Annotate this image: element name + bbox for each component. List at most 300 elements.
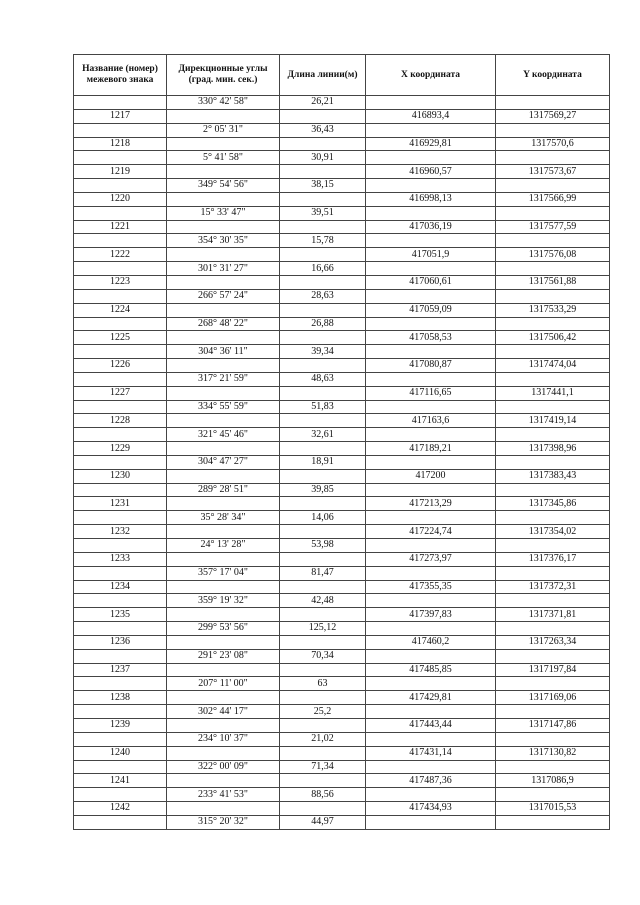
point-name-cell: 1238 [74, 691, 167, 705]
point-name-cell [74, 206, 167, 220]
y-coordinate-cell: 1317147,86 [496, 718, 610, 732]
y-coordinate-cell [496, 372, 610, 386]
y-coordinate-cell: 1317533,29 [496, 303, 610, 317]
point-name-cell [74, 566, 167, 580]
point-name-cell: 1227 [74, 386, 167, 400]
x-coordinate-cell [366, 345, 496, 359]
y-coordinate-cell [496, 234, 610, 248]
line-length-cell: 26,21 [280, 96, 366, 110]
line-length-cell [280, 802, 366, 816]
point-name-cell [74, 428, 167, 442]
line-length-cell: 125,12 [280, 622, 366, 636]
point-name-cell [74, 705, 167, 719]
x-coordinate-cell [366, 317, 496, 331]
line-length-cell [280, 718, 366, 732]
direction-angle-cell [167, 663, 280, 677]
line-length-cell: 81,47 [280, 566, 366, 580]
direction-angle-cell: 268° 48' 22" [167, 317, 280, 331]
x-coordinate-cell: 417163,6 [366, 414, 496, 428]
point-name-cell: 1225 [74, 331, 167, 345]
direction-angle-cell: 301° 31' 27" [167, 262, 280, 276]
x-coordinate-cell: 417460,2 [366, 635, 496, 649]
y-coordinate-cell [496, 622, 610, 636]
line-length-cell [280, 109, 366, 123]
segment-row [74, 539, 610, 553]
direction-angle-cell [167, 414, 280, 428]
point-row [74, 275, 610, 289]
x-coordinate-cell [366, 96, 496, 110]
point-name-cell: 1217 [74, 109, 167, 123]
point-name-cell [74, 788, 167, 802]
point-row [74, 525, 610, 539]
point-row [74, 386, 610, 400]
y-coordinate-cell [496, 760, 610, 774]
point-name-cell: 1220 [74, 192, 167, 206]
direction-angle-cell [167, 525, 280, 539]
direction-angle-cell [167, 192, 280, 206]
point-row [74, 608, 610, 622]
direction-angle-cell [167, 386, 280, 400]
y-coordinate-cell [496, 151, 610, 165]
direction-angle-cell: 304° 47' 27" [167, 455, 280, 469]
line-length-cell: 38,15 [280, 179, 366, 193]
x-coordinate-cell: 417273,97 [366, 552, 496, 566]
point-name-cell [74, 400, 167, 414]
x-coordinate-cell [366, 815, 496, 829]
y-coordinate-cell [496, 206, 610, 220]
table-body [74, 96, 610, 830]
header-point-name: Название (номер) межевого знака [74, 55, 167, 96]
y-coordinate-cell [496, 649, 610, 663]
line-length-cell: 71,34 [280, 760, 366, 774]
direction-angle-cell: 330° 42' 58" [167, 96, 280, 110]
x-coordinate-cell: 417434,93 [366, 802, 496, 816]
x-coordinate-cell: 417080,87 [366, 359, 496, 373]
segment-row [74, 400, 610, 414]
point-name-cell: 1219 [74, 165, 167, 179]
direction-angle-cell [167, 275, 280, 289]
point-name-cell: 1233 [74, 552, 167, 566]
direction-angle-cell: 2° 05' 31" [167, 123, 280, 137]
y-coordinate-cell: 1317398,96 [496, 442, 610, 456]
y-coordinate-cell: 1317263,34 [496, 635, 610, 649]
y-coordinate-cell [496, 815, 610, 829]
y-coordinate-cell [496, 317, 610, 331]
direction-angle-cell: 15° 33' 47" [167, 206, 280, 220]
segment-row [74, 705, 610, 719]
point-name-cell [74, 289, 167, 303]
line-length-cell [280, 552, 366, 566]
segment-row [74, 483, 610, 497]
y-coordinate-cell: 1317474,04 [496, 359, 610, 373]
point-row [74, 442, 610, 456]
y-coordinate-cell [496, 289, 610, 303]
direction-angle-cell: 302° 44' 17" [167, 705, 280, 719]
y-coordinate-cell: 1317197,84 [496, 663, 610, 677]
point-name-cell: 1228 [74, 414, 167, 428]
point-row [74, 331, 610, 345]
point-name-cell: 1237 [74, 663, 167, 677]
x-coordinate-cell: 417429,81 [366, 691, 496, 705]
point-name-cell [74, 96, 167, 110]
direction-angle-cell: 322° 00' 09" [167, 760, 280, 774]
direction-angle-cell: 359° 19' 32" [167, 594, 280, 608]
x-coordinate-cell: 417213,29 [366, 497, 496, 511]
y-coordinate-cell [496, 732, 610, 746]
segment-row [74, 428, 610, 442]
x-coordinate-cell [366, 179, 496, 193]
segment-row [74, 815, 610, 829]
direction-angle-cell: 354° 30' 35" [167, 234, 280, 248]
x-coordinate-cell [366, 539, 496, 553]
direction-angle-cell [167, 248, 280, 262]
point-row [74, 552, 610, 566]
header-x-coordinate: X координата [366, 55, 496, 96]
y-coordinate-cell [496, 594, 610, 608]
point-name-cell: 1218 [74, 137, 167, 151]
segment-row [74, 622, 610, 636]
x-coordinate-cell: 417036,19 [366, 220, 496, 234]
y-coordinate-cell: 1317169,06 [496, 691, 610, 705]
point-name-cell: 1230 [74, 469, 167, 483]
point-name-cell [74, 677, 167, 691]
line-length-cell [280, 137, 366, 151]
point-name-cell: 1221 [74, 220, 167, 234]
y-coordinate-cell [496, 123, 610, 137]
y-coordinate-cell [496, 96, 610, 110]
segment-row [74, 317, 610, 331]
line-length-cell [280, 414, 366, 428]
direction-angle-cell [167, 552, 280, 566]
direction-angle-cell: 35° 28' 34" [167, 511, 280, 525]
point-name-cell [74, 262, 167, 276]
y-coordinate-cell: 1317419,14 [496, 414, 610, 428]
segment-row [74, 123, 610, 137]
point-row [74, 635, 610, 649]
y-coordinate-cell: 1317015,53 [496, 802, 610, 816]
point-name-cell: 1231 [74, 497, 167, 511]
x-coordinate-cell: 417355,35 [366, 580, 496, 594]
line-length-cell [280, 165, 366, 179]
point-name-cell: 1234 [74, 580, 167, 594]
x-coordinate-cell: 417397,83 [366, 608, 496, 622]
direction-angle-cell: 349° 54' 56" [167, 179, 280, 193]
x-coordinate-cell [366, 622, 496, 636]
direction-angle-cell [167, 442, 280, 456]
segment-row [74, 96, 610, 110]
y-coordinate-cell [496, 400, 610, 414]
direction-angle-cell: 5° 41' 58" [167, 151, 280, 165]
line-length-cell: 70,34 [280, 649, 366, 663]
point-name-cell: 1232 [74, 525, 167, 539]
point-row [74, 303, 610, 317]
y-coordinate-cell: 1317130,82 [496, 746, 610, 760]
point-name-cell [74, 649, 167, 663]
point-row [74, 802, 610, 816]
line-length-cell [280, 248, 366, 262]
line-length-cell [280, 386, 366, 400]
segment-row [74, 151, 610, 165]
line-length-cell: 39,34 [280, 345, 366, 359]
segment-row [74, 234, 610, 248]
line-length-cell: 15,78 [280, 234, 366, 248]
x-coordinate-cell [366, 151, 496, 165]
direction-angle-cell [167, 746, 280, 760]
x-coordinate-cell [366, 594, 496, 608]
y-coordinate-cell [496, 511, 610, 525]
y-coordinate-cell [496, 428, 610, 442]
y-coordinate-cell [496, 566, 610, 580]
direction-angle-cell [167, 137, 280, 151]
segment-row [74, 649, 610, 663]
point-name-cell [74, 539, 167, 553]
line-length-cell [280, 746, 366, 760]
line-length-cell: 25,2 [280, 705, 366, 719]
header-y-coordinate: Y координата [496, 55, 610, 96]
line-length-cell [280, 220, 366, 234]
y-coordinate-cell [496, 483, 610, 497]
segment-row [74, 566, 610, 580]
x-coordinate-cell [366, 677, 496, 691]
direction-angle-cell [167, 303, 280, 317]
x-coordinate-cell [366, 760, 496, 774]
segment-row [74, 732, 610, 746]
direction-angle-cell: 289° 28' 51" [167, 483, 280, 497]
line-length-cell: 44,97 [280, 815, 366, 829]
direction-angle-cell [167, 165, 280, 179]
line-length-cell: 39,85 [280, 483, 366, 497]
direction-angle-cell [167, 220, 280, 234]
line-length-cell [280, 608, 366, 622]
point-row [74, 414, 610, 428]
point-name-cell [74, 594, 167, 608]
x-coordinate-cell: 417485,85 [366, 663, 496, 677]
x-coordinate-cell: 416929,81 [366, 137, 496, 151]
direction-angle-cell: 207° 11' 00" [167, 677, 280, 691]
point-name-cell [74, 317, 167, 331]
segment-row [74, 289, 610, 303]
y-coordinate-cell: 1317354,02 [496, 525, 610, 539]
direction-angle-cell: 234° 10' 37" [167, 732, 280, 746]
direction-angle-cell [167, 497, 280, 511]
x-coordinate-cell: 417058,53 [366, 331, 496, 345]
point-name-cell: 1242 [74, 802, 167, 816]
direction-angle-cell: 266° 57' 24" [167, 289, 280, 303]
direction-angle-cell: 299° 53' 56" [167, 622, 280, 636]
line-length-cell [280, 303, 366, 317]
point-row [74, 192, 610, 206]
y-coordinate-cell: 1317345,86 [496, 497, 610, 511]
y-coordinate-cell: 1317372,31 [496, 580, 610, 594]
x-coordinate-cell: 417487,36 [366, 774, 496, 788]
table-header-row [74, 55, 610, 96]
x-coordinate-cell [366, 206, 496, 220]
line-length-cell: 42,48 [280, 594, 366, 608]
point-name-cell: 1222 [74, 248, 167, 262]
segment-row [74, 788, 610, 802]
point-name-cell: 1235 [74, 608, 167, 622]
direction-angle-cell: 304° 36' 11" [167, 345, 280, 359]
segment-row [74, 594, 610, 608]
point-name-cell: 1239 [74, 718, 167, 732]
direction-angle-cell [167, 608, 280, 622]
line-length-cell [280, 497, 366, 511]
point-name-cell [74, 372, 167, 386]
direction-angle-cell [167, 109, 280, 123]
y-coordinate-cell [496, 539, 610, 553]
line-length-cell [280, 635, 366, 649]
point-row [74, 580, 610, 594]
point-row [74, 746, 610, 760]
x-coordinate-cell: 417200 [366, 469, 496, 483]
line-length-cell: 30,91 [280, 151, 366, 165]
y-coordinate-cell: 1317576,08 [496, 248, 610, 262]
point-name-cell [74, 622, 167, 636]
header-direction-angle: Дирекционные углы (град. мин. сек.) [167, 55, 280, 96]
x-coordinate-cell [366, 455, 496, 469]
direction-angle-cell [167, 359, 280, 373]
direction-angle-cell: 233° 41' 53" [167, 788, 280, 802]
y-coordinate-cell: 1317573,67 [496, 165, 610, 179]
y-coordinate-cell [496, 262, 610, 276]
direction-angle-cell [167, 691, 280, 705]
x-coordinate-cell: 417189,21 [366, 442, 496, 456]
line-length-cell [280, 774, 366, 788]
point-name-cell: 1226 [74, 359, 167, 373]
segment-row [74, 455, 610, 469]
point-name-cell [74, 483, 167, 497]
header-line-length: Длина линии(м) [280, 55, 366, 96]
point-name-cell [74, 234, 167, 248]
line-length-cell [280, 275, 366, 289]
segment-row [74, 677, 610, 691]
x-coordinate-cell [366, 732, 496, 746]
point-name-cell [74, 123, 167, 137]
x-coordinate-cell [366, 234, 496, 248]
x-coordinate-cell [366, 289, 496, 303]
direction-angle-cell [167, 331, 280, 345]
direction-angle-cell [167, 469, 280, 483]
point-row [74, 469, 610, 483]
direction-angle-cell: 291° 23' 08" [167, 649, 280, 663]
x-coordinate-cell [366, 566, 496, 580]
x-coordinate-cell: 417224,74 [366, 525, 496, 539]
x-coordinate-cell: 417431,14 [366, 746, 496, 760]
x-coordinate-cell [366, 428, 496, 442]
x-coordinate-cell: 417051,9 [366, 248, 496, 262]
x-coordinate-cell [366, 400, 496, 414]
y-coordinate-cell [496, 788, 610, 802]
x-coordinate-cell [366, 483, 496, 497]
point-row [74, 248, 610, 262]
y-coordinate-cell [496, 677, 610, 691]
point-name-cell [74, 455, 167, 469]
direction-angle-cell: 317° 21' 59" [167, 372, 280, 386]
segment-row [74, 511, 610, 525]
line-length-cell: 39,51 [280, 206, 366, 220]
y-coordinate-cell [496, 345, 610, 359]
point-row [74, 137, 610, 151]
direction-angle-cell: 334° 55' 59" [167, 400, 280, 414]
point-name-cell: 1224 [74, 303, 167, 317]
line-length-cell: 53,98 [280, 539, 366, 553]
y-coordinate-cell: 1317506,42 [496, 331, 610, 345]
point-name-cell [74, 760, 167, 774]
line-length-cell: 28,63 [280, 289, 366, 303]
line-length-cell [280, 663, 366, 677]
x-coordinate-cell [366, 372, 496, 386]
line-length-cell [280, 691, 366, 705]
y-coordinate-cell [496, 455, 610, 469]
point-name-cell: 1229 [74, 442, 167, 456]
line-length-cell: 14,06 [280, 511, 366, 525]
y-coordinate-cell: 1317566,99 [496, 192, 610, 206]
point-row [74, 220, 610, 234]
x-coordinate-cell: 416893,4 [366, 109, 496, 123]
point-name-cell: 1240 [74, 746, 167, 760]
point-row [74, 691, 610, 705]
line-length-cell: 32,61 [280, 428, 366, 442]
direction-angle-cell [167, 580, 280, 594]
point-name-cell [74, 179, 167, 193]
line-length-cell: 48,63 [280, 372, 366, 386]
x-coordinate-cell [366, 123, 496, 137]
direction-angle-cell: 24° 13' 28" [167, 539, 280, 553]
point-row [74, 359, 610, 373]
direction-angle-cell [167, 774, 280, 788]
line-length-cell [280, 442, 366, 456]
point-name-cell: 1223 [74, 275, 167, 289]
line-length-cell [280, 580, 366, 594]
x-coordinate-cell: 417116,65 [366, 386, 496, 400]
segment-row [74, 179, 610, 193]
x-coordinate-cell [366, 705, 496, 719]
segment-row [74, 372, 610, 386]
point-row [74, 497, 610, 511]
direction-angle-cell [167, 635, 280, 649]
x-coordinate-cell: 417060,61 [366, 275, 496, 289]
point-name-cell [74, 732, 167, 746]
y-coordinate-cell: 1317577,59 [496, 220, 610, 234]
point-name-cell: 1236 [74, 635, 167, 649]
direction-angle-cell [167, 802, 280, 816]
y-coordinate-cell: 1317086,9 [496, 774, 610, 788]
line-length-cell: 26,88 [280, 317, 366, 331]
direction-angle-cell [167, 718, 280, 732]
point-name-cell: 1241 [74, 774, 167, 788]
boundary-coordinates-table [73, 54, 610, 830]
x-coordinate-cell [366, 788, 496, 802]
segment-row [74, 262, 610, 276]
line-length-cell: 88,56 [280, 788, 366, 802]
y-coordinate-cell [496, 179, 610, 193]
y-coordinate-cell: 1317383,43 [496, 469, 610, 483]
segment-row [74, 760, 610, 774]
direction-angle-cell: 321° 45' 46" [167, 428, 280, 442]
y-coordinate-cell: 1317569,27 [496, 109, 610, 123]
x-coordinate-cell: 417059,09 [366, 303, 496, 317]
point-row [74, 718, 610, 732]
point-row [74, 774, 610, 788]
x-coordinate-cell [366, 511, 496, 525]
x-coordinate-cell: 417443,44 [366, 718, 496, 732]
segment-row [74, 206, 610, 220]
line-length-cell [280, 192, 366, 206]
point-name-cell [74, 151, 167, 165]
segment-row [74, 345, 610, 359]
line-length-cell: 36,43 [280, 123, 366, 137]
y-coordinate-cell: 1317371,81 [496, 608, 610, 622]
